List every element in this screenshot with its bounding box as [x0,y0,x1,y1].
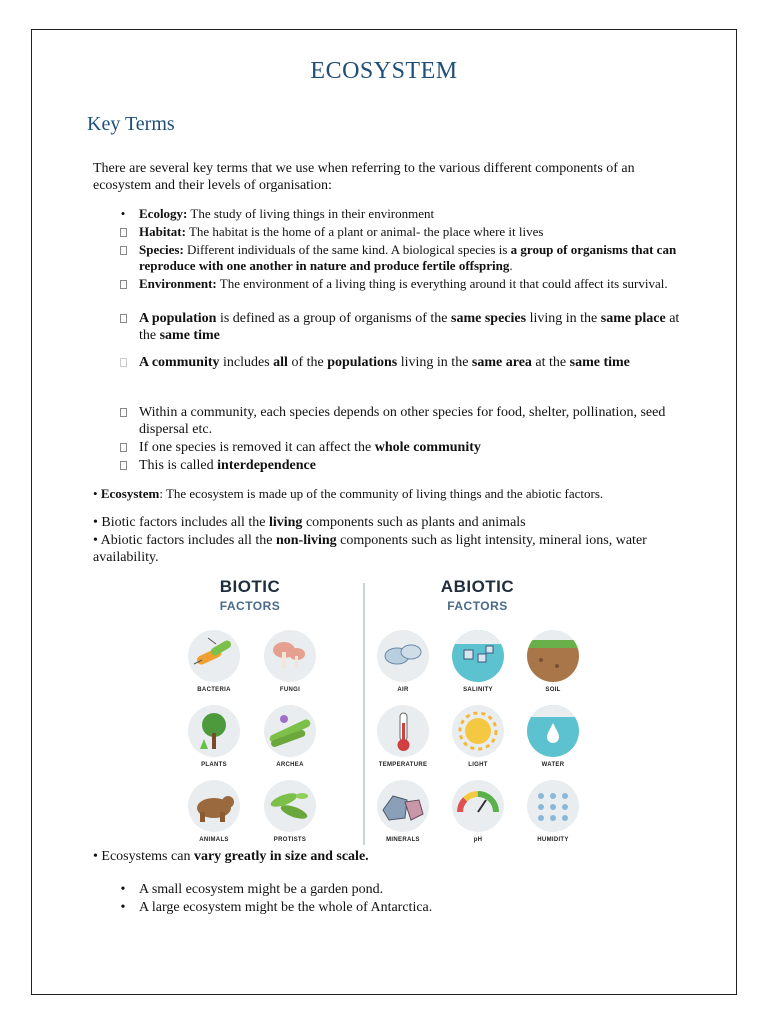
minerals-cell [368,780,438,843]
missing-glyph-icon [117,310,129,328]
list-item-large-ecosystem [117,899,682,916]
bacteria-icon [188,630,240,682]
water-label: WATER [541,762,565,768]
text: is defined as a group of organisms of the [216,311,452,326]
plants-icon [188,705,240,757]
text: Within a community, each species depends on other species for food, shelter, pollination, seed dispersal etc. [139,405,666,437]
missing-glyph-icon [117,439,129,457]
animals-cell [179,780,249,843]
biotic-header [195,577,305,613]
term-label: Environment: [139,276,217,291]
list-item-within-community [117,404,682,438]
text: living in the [526,311,601,326]
interdependence-list [117,404,682,474]
humidity-cell [518,780,588,843]
water-cell [518,705,588,768]
abiotic-subtitle: FACTORS [447,599,508,613]
bold-text: non-living [275,533,337,548]
term-text: The habitat is the home of a plant or animal- the place where it lives [185,224,544,239]
term-text: The environment of a living thing is everything around it that could affect its survival. [216,276,668,291]
bold-text: same place [600,311,666,326]
bacteria-label: BACTERIA [197,687,231,693]
bold-text: whole community [374,440,481,455]
soil-cell [518,630,588,693]
air-cell [368,630,438,693]
salinity-cell [443,630,513,693]
light-icon [452,705,504,757]
text: This is called [139,458,218,473]
protists-label: PROTISTS [273,837,307,843]
soil-icon [527,630,579,682]
list-item-ecology [117,206,682,222]
plants-label: PLANTS [201,762,227,768]
bold-text: same area [471,355,532,370]
population-list [117,310,682,344]
list-item-population [117,310,682,344]
archea-label: ARCHEA [276,762,304,768]
temperature-cell [368,705,438,768]
air-icon [377,630,429,682]
temperature-icon [377,705,429,757]
light-cell [443,705,513,768]
archea-cell [255,705,325,768]
salinity-icon [452,630,504,682]
ph-label: pH [473,837,483,843]
list-item-species [117,242,682,274]
animals-label: ANIMALS [199,837,229,843]
light-label: LIGHT [468,762,488,768]
list-item-small-ecosystem [117,881,682,898]
bold-text: same time [159,328,220,343]
biotic-abiotic-figure [175,573,600,845]
bullet-dot-icon: • [93,515,98,530]
bold-text: all [273,355,288,370]
biotic-title: BIOTIC [219,577,281,596]
list-item-interdependence [117,457,682,474]
ecosystem-definition [93,486,678,502]
bullet-dot-icon: • [93,849,98,864]
intro-paragraph: There are several key terms that we use when referring to the various different components of an ecosystem and their levels of organisation: [93,161,635,193]
minerals-label: MINERALS [386,837,420,843]
missing-glyph-icon [117,242,129,259]
water-icon [527,705,579,757]
term-text: Different individuals of the same kind. A biological species is [183,242,511,257]
list-item-habitat [117,224,682,240]
ph-gauge-icon [452,780,504,832]
scale-paragraph [93,848,678,865]
text: Abiotic factors includes all the [97,533,276,548]
text: A large ecosystem might be the whole of Antarctica. [139,900,433,915]
soil-label: SOIL [545,687,561,693]
bold-text: living [268,515,303,530]
protists-cell [255,780,325,843]
bullet-dot-icon: • [120,900,126,915]
salinity-label: SALINITY [463,687,493,693]
missing-glyph-icon [117,224,129,241]
bold-text: A population [139,311,217,326]
figure-divider [363,583,365,845]
archea-icon [264,705,316,757]
key-terms-list [117,206,682,292]
protists-icon [264,780,316,832]
bullet-dot-icon: • [120,206,126,221]
text: at the [531,355,570,370]
bullet-dot-icon: • [120,882,126,897]
text: living in the [397,355,472,370]
text: If one species is removed it can affect the [139,440,375,455]
abiotic-title: ABIOTIC [440,577,515,596]
plants-cell [179,705,249,768]
abiotic-header [415,577,540,613]
bullet-dot-icon: • [93,486,98,501]
text: of the [287,355,328,370]
term-end: . [509,258,513,273]
term-text: The study of living things in their environment [187,206,435,221]
text: A small ecosystem might be a garden pond. [139,882,384,897]
biotic-subtitle: FACTORS [219,599,281,613]
term-label: Species: [139,242,184,257]
text: at the [139,311,680,343]
section-heading-key-terms: Key Terms [87,113,175,135]
text: Ecosystems can [97,849,194,864]
bold-text: A community [139,355,220,370]
missing-glyph-icon [117,457,129,475]
term-label: Ecology: [139,206,188,221]
air-label: AIR [397,687,409,693]
text: includes [219,355,274,370]
text: components such as light intensity, mineral ions, water availability. [93,533,647,565]
minerals-icon [377,780,429,832]
examples-list [117,881,682,916]
animals-icon [188,780,240,832]
document-title: ECOSYSTEM [310,58,458,84]
list-item-community [117,354,682,371]
ph-cell [443,780,513,843]
missing-glyph-icon [117,276,129,293]
temperature-label: TEMPERATURE [378,762,428,768]
bacteria-cell [179,630,249,693]
list-item-environment [117,276,682,292]
biotic-definition [93,514,678,531]
fungi-label: FUNGI [279,687,301,693]
bold-text: same time [569,355,630,370]
bold-text: interdependence [217,458,316,473]
missing-glyph-icon [117,404,129,422]
list-item-species-removed [117,439,682,456]
text: : The ecosystem is made up of the community of living things and the abiotic factors. [159,486,604,501]
humidity-icon [527,780,579,832]
text: components such as plants and animals [302,515,526,530]
bullet-dot-icon: • [93,533,98,548]
bold-text: same species [451,311,527,326]
term-emphasis: a group of organisms that can reproduce with one another in nature and produce fertile offspring [139,242,677,273]
abiotic-definition [93,532,678,566]
community-list [117,354,682,371]
fungi-icon [264,630,316,682]
bold-text: populations [327,355,398,370]
fungi-cell [255,630,325,693]
text: Biotic factors includes all the [97,515,269,530]
missing-glyph-icon [117,354,129,372]
humidity-label: HUMIDITY [537,837,569,843]
bold-text: Ecosystem [100,486,160,501]
bold-text: vary greatly in size and scale. [193,849,369,864]
term-label: Habitat: [139,224,186,239]
